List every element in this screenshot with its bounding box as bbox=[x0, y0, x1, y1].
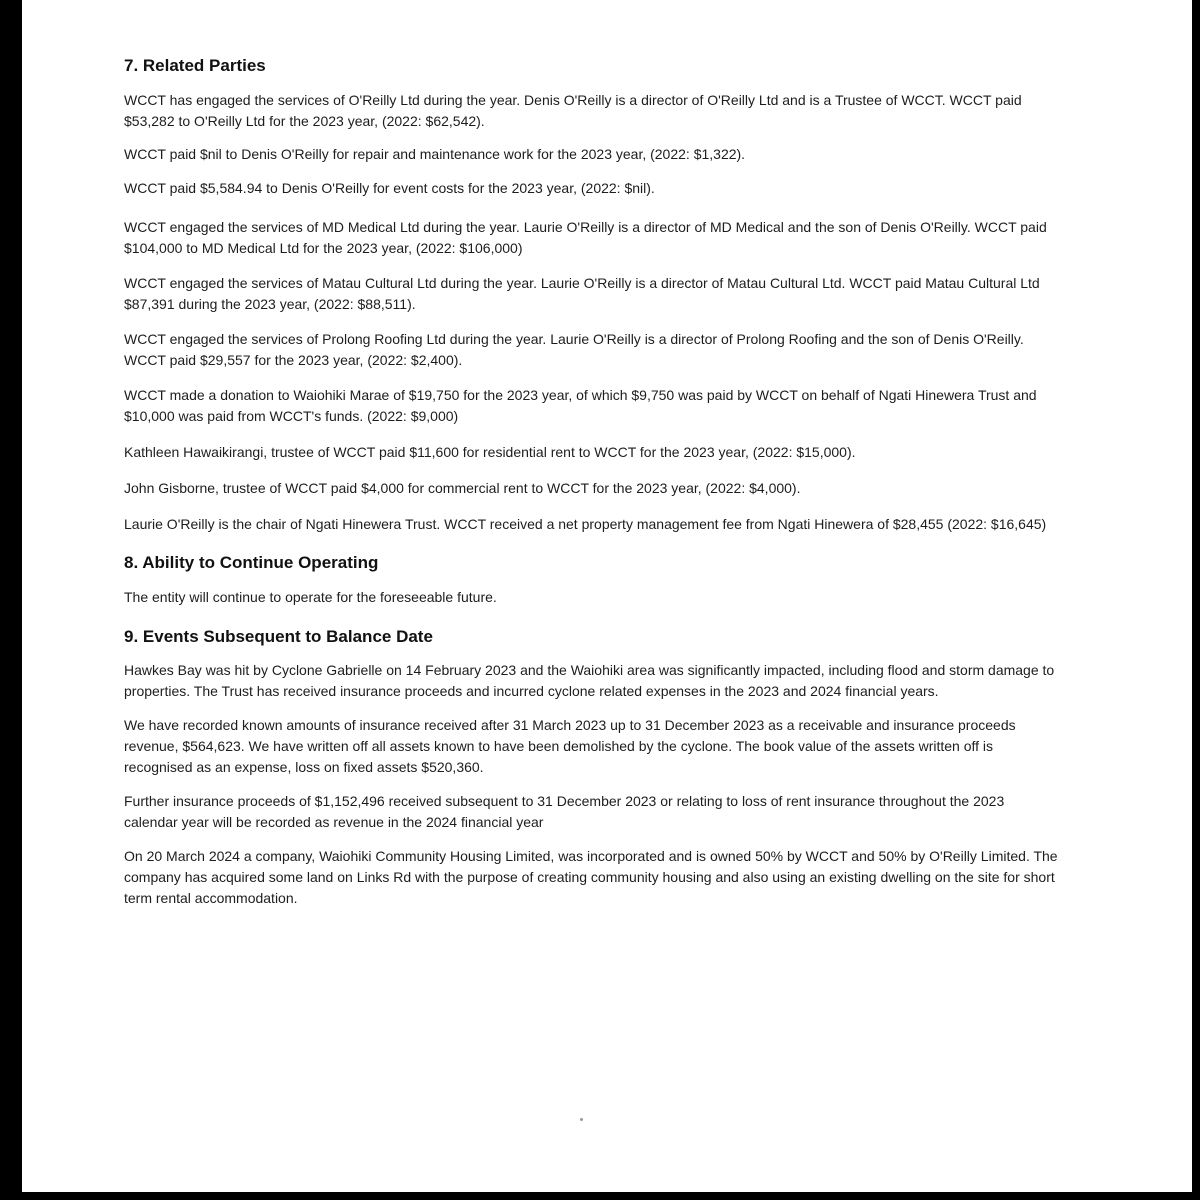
paragraph-md-medical: WCCT engaged the services of MD Medical Ltd during the year. Laurie O'Reilly is a director of MD Medical and the son of Denis O'Reilly. WCCT paid $104,000 to MD Medical Ltd for the 2023 year, (2022: $106,000) bbox=[124, 219, 1047, 256]
paragraph-residential-rent: Kathleen Hawaikirangi, trustee of WCCT paid $11,600 for residential rent to WCCT for the 2023 year, (2022: $15,000). bbox=[124, 444, 856, 460]
scan-border-left bbox=[0, 0, 22, 1200]
section-heading-ability-to-continue: 8. Ability to Continue Operating bbox=[124, 553, 379, 572]
document-body bbox=[124, 54, 1059, 909]
paragraph-property-management-fee: Laurie O'Reilly is the chair of Ngati Hinewera Trust. WCCT received a net property management fee from Ngati Hinewera of $28,455 (2022: $16,645) bbox=[124, 516, 1047, 532]
paragraph-community-housing: On 20 March 2024 a company, Waiohiki Community Housing Limited, was incorporated and is owned 50% by WCCT and 50% by O'Reilly Limited. The company has acquired some land on Links Rd with the purpose of creating community housing and also using an existing dwelling on the site for short term rental accommodation. bbox=[124, 848, 1058, 906]
section-heading-related-parties: 7. Related Parties bbox=[124, 56, 266, 75]
paragraph-commercial-rent: John Gisborne, trustee of WCCT paid $4,000 for commercial rent to WCCT for the 2023 year, (2022: $4,000). bbox=[124, 480, 801, 496]
paragraph-repair-maintenance: WCCT paid $nil to Denis O'Reilly for repair and maintenance work for the 2023 year, (2022: $1,322). bbox=[124, 146, 746, 162]
section-heading-subsequent-events: 9. Events Subsequent to Balance Date bbox=[124, 627, 433, 646]
paragraph-prolong-roofing: WCCT engaged the services of Prolong Roofing Ltd during the year. Laurie O'Reilly is a director of Prolong Roofing and the son of Denis O'Reilly. WCCT paid $29,557 for the 2023 year, (2022: $2,400). bbox=[124, 331, 1024, 368]
paragraph-oreilly-ltd: WCCT has engaged the services of O'Reilly Ltd during the year. Denis O'Reilly is a director of O'Reilly Ltd and is a Trustee of WCCT. WCCT paid $53,282 to O'Reilly Ltd for the 2023 year, (2022: $62,542). bbox=[124, 92, 1022, 129]
scan-border-right bbox=[1192, 0, 1200, 1200]
paragraph-marae-donation: WCCT made a donation to Waiohiki Marae of $19,750 for the 2023 year, of which $9,750 was paid by WCCT on behalf of Ngati Hinewera Trust and $10,000 was paid from WCCT's funds. (2022: $9,000) bbox=[124, 387, 1037, 424]
paragraph-matau-cultural: WCCT engaged the services of Matau Cultural Ltd during the year. Laurie O'Reilly is a director of Matau Cultural Ltd. WCCT paid Matau Cultural Ltd $87,391 during the 2023 year, (2022: $88,511). bbox=[124, 275, 1040, 312]
paragraph-cyclone-gabrielle: Hawkes Bay was hit by Cyclone Gabrielle on 14 February 2023 and the Waiohiki area was significantly impacted, including flood and storm damage to properties. The Trust has received insurance proceeds and incurred cyclone related expenses in the 2023 and 2024 financial years. bbox=[124, 662, 1055, 699]
scan-border-bottom bbox=[0, 1192, 1200, 1200]
paragraph-further-insurance: Further insurance proceeds of $1,152,496 received subsequent to 31 December 2023 or relating to loss of rent insurance throughout the 2023 calendar year will be recorded as revenue in the 2024 financial year bbox=[124, 793, 1005, 830]
scan-speck bbox=[580, 1118, 583, 1121]
paragraph-going-concern: The entity will continue to operate for the foreseeable future. bbox=[124, 589, 497, 605]
paragraph-insurance-receivable: We have recorded known amounts of insurance received after 31 March 2023 up to 31 December 2023 as a receivable and insurance proceeds revenue, $564,623. We have written off all assets known to have been demolished by the cyclone. The book value of the assets written off is recognised as an expense, loss on fixed assets $520,360. bbox=[124, 717, 1016, 775]
paragraph-event-costs: WCCT paid $5,584.94 to Denis O'Reilly for event costs for the 2023 year, (2022: $nil). bbox=[124, 180, 655, 196]
